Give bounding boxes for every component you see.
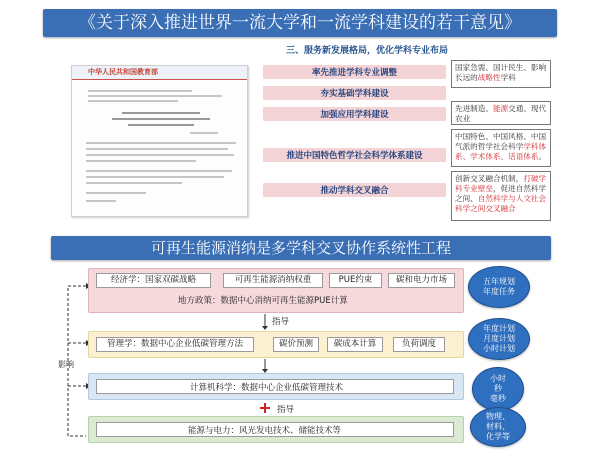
note-highlight: 战略性 <box>477 73 501 82</box>
computer-science-label: 计算机科学：数据中心企业低碳管理技术 <box>190 383 344 393</box>
doc-line <box>190 132 218 134</box>
influence-label: 影响 <box>58 360 74 369</box>
doc-line <box>112 118 210 120</box>
guide-label: 指导 <box>277 405 295 415</box>
note-text: 中国特色、中国风格、中国气派的哲学社会科学 <box>455 132 547 151</box>
doc-line <box>86 192 146 194</box>
policy-document-image <box>71 65 248 217</box>
side-text: 小时计划 <box>483 344 515 353</box>
chip-carbon-power-market: 碳和电力市场 <box>388 273 455 288</box>
side-text: 毫秒 <box>490 394 506 403</box>
doc-line <box>86 176 224 178</box>
policy-label: 地方政策：数据中心消纳可再生能源PUE计算 <box>178 296 348 306</box>
chip-pue-constraint: PUE约束 <box>329 273 382 288</box>
doc-line <box>88 100 178 102</box>
item-philosophy-social-science: 推进中国特色哲学社会科学体系建设 <box>263 148 446 162</box>
top-title: 《关于深入推进世界一流大学和一流学科建设的若干意见》 <box>43 9 557 37</box>
side-text: 年度任务 <box>483 287 515 296</box>
doc-line <box>86 170 232 172</box>
note-text: 学科 <box>500 73 516 82</box>
note-text: 交通、现代农业 <box>455 104 547 123</box>
chip-consumption-weight: 可再生能源消纳权重 <box>223 273 323 288</box>
side-circle-timescales <box>472 367 524 411</box>
doc-line <box>86 182 182 184</box>
doc-line <box>86 160 196 162</box>
chip-management-method: 管理学：数据中心企业低碳管理方法 <box>96 337 254 352</box>
note-text: 国家急需、国计民生、影响长远的 <box>455 63 547 82</box>
note-text: 先进制造、 <box>455 104 493 113</box>
chip-carbon-cost: 碳成本计算 <box>327 337 383 352</box>
chip-carbon-price-forecast: 碳价预测 <box>273 337 319 352</box>
note-highlight: 打破学科专业壁垒 <box>455 174 547 193</box>
doc-line <box>128 124 194 126</box>
chip-load-dispatch: 负荷调度 <box>393 337 445 352</box>
doc-line <box>122 112 200 114</box>
side-text: 化学等 <box>486 432 510 441</box>
item-interdisciplinary: 推动学科交叉融合 <box>263 183 446 197</box>
guide-label: 指导 <box>272 317 290 327</box>
side-circle-schedules <box>468 318 530 360</box>
note-interdisciplinary-mechanism <box>451 171 551 221</box>
side-text: 秒 <box>494 384 502 393</box>
side-text: 小时 <box>490 374 506 383</box>
energy-power-label: 能源与电力：风光发电技术、储能技术等 <box>188 426 342 436</box>
side-text: 年度计划 <box>483 324 515 333</box>
doc-line <box>86 142 236 144</box>
bottom-title: 可再生能源消纳是多学科交叉协作系统性工程 <box>51 236 551 260</box>
note-strategic-disciplines <box>451 60 551 88</box>
side-text: 物理、 <box>486 412 510 421</box>
doc-line <box>86 148 228 150</box>
item-basic-disciplines: 夯实基础学科建设 <box>263 86 446 100</box>
note-text: 创新交叉融合机制， <box>455 174 524 183</box>
note-applied-fields <box>451 101 551 125</box>
note-text: ，促进自然科学之间、 <box>455 184 547 203</box>
section-heading: 三、服务新发展格局，优化学科专业布局 <box>285 46 448 56</box>
document-header-text: 中华人民共和国教育部 <box>88 68 158 76</box>
note-text: 。 <box>538 152 547 161</box>
doc-line <box>88 90 192 92</box>
chip-economics-strategy: 经济学：国家双碳战略 <box>96 273 211 288</box>
note-highlight: 学科体系、学术体系、话语体系 <box>455 142 547 161</box>
side-text: 五年规划 <box>483 277 515 286</box>
item-applied-disciplines: 加强应用学科建设 <box>263 107 446 121</box>
side-circle-sciences <box>470 407 526 447</box>
item-discipline-adjustment: 率先推进学科专业调整 <box>263 65 446 79</box>
side-text: 材料、 <box>486 422 510 431</box>
side-circle-plans <box>468 266 530 308</box>
side-text: 月度计划 <box>483 334 515 343</box>
doc-line <box>86 154 234 156</box>
note-chinese-characteristics <box>451 129 551 167</box>
note-highlight: 自然科学与人文社会科学之间交叉融合 <box>455 194 547 213</box>
doc-line <box>88 95 222 97</box>
doc-line <box>86 200 116 202</box>
note-highlight: 能源 <box>492 104 509 113</box>
